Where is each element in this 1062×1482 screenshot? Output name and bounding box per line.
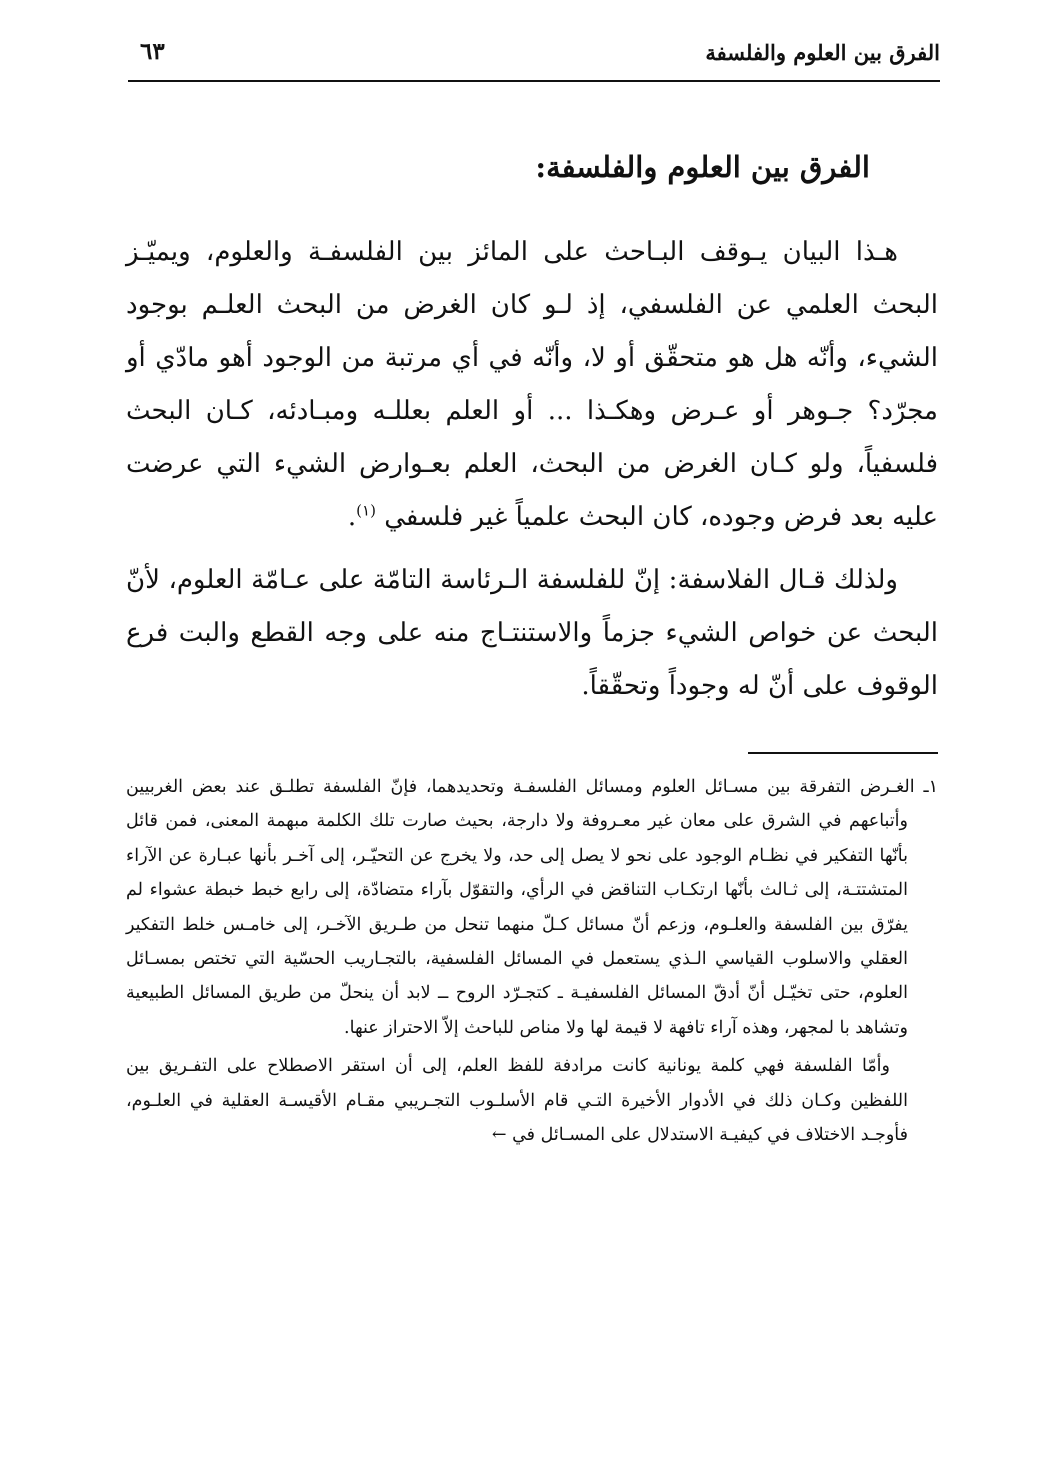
paragraph-1-end: . (347, 502, 357, 532)
paragraph-2: ولذلك قـال الفلاسفة: إنّ للفلسفة الـرئاسة التامّة على عـامّة العلوم، لأنّ البحث عن خواص الشيء جزماً والاستنتـاج منه على وجه القطع والبت فرع الوقوف على أنّ له وجوداً وتحقّقاً. (126, 565, 938, 701)
footnote-1-continuation: وأمّا الفلسفة فهي كلمة يونانية كانت مرادفة للفظ العلم، إلى أن استقر الاصطلاح على التفـريق بين اللفظين وكـان ذلك في الأدوار الأخيرة التـي قام الأسلـوب التجـريبي مقـام الأقيسـة العقلية في العلـوم، فأوجـد الاختلاف في كيفيـة الاستدلال على المسـائل في ← (126, 1056, 908, 1146)
footnote-reference[interactable]: (١) (356, 501, 376, 520)
paragraph-1-text: هـذا البيان يـوقف البـاحث على المائز بين الفلسفـة والعلوم، ويميّـز البحث العلمي عن الفلسفي، إذ لـو كان الغرض من البحث العلـم بوجود الشيء، وأنّه هل هو متحقّق أو لا، وأنّه في أي مرتبة من الوجود أهو مادّي أو مجرّد؟ جـوهر أو عـرض وهكـذا ... أو العلم بعللـه ومبـادئه، كـان البحث فلسفياً، ولو كـان الغرض من البحث، العلم بعـوارض الشيء التي عرضت عليه بعد فرض وجوده، كان البحث علمياً غير فلسفي (126, 237, 938, 532)
footnote-1: ١ـ الغـرض التفرقة بين مسـائل العلوم ومسائل الفلسفـة وتحديدهما، فإنّ الفلسفة تطلـق عند بعض الغربيين وأتباعهم في الشرق على معان غير معـروفة ولا دارجة، بحيث صارت تلك الكلمة مبهمة المعنى، فمن قائل بأنّها التفكير في نظـام الوجود على نحو لا يصل إلى حد، ولا يخرج عن التحيّـر، إلى آخـر بأنها عبـارة عن الآراء المتشتتـة، إلى ثـالث بأنّها ارتكـاب التناقض في الرأي، والتقوّل بآراء متضادّة، إلى رابع خبط خبطة عشواء لم يفرّق بين الفلسفة والعلـوم، وزعم أنّ مسائل كـلّ منهما تنحل من طـريق الآخـر، إلى خامـس خلط التفكير العقلي والاسلوب القياسي الـذي يستعمل في المسائل الفلسفية، بالتجـاريب الحسّية التي تختص بمسـائل العلوم، حتى تخيّـل أنّ أدقّ المسائل الفلسفيـة ـ كتجـرّد الروح ــ لابد أن ينحلّ من طريق المسائل الطبيعية وتشاهد با لمجهر، وهذه آراء تافهة لا قيمة لها ولا مناص للباحث إلاّ الاحتراز عنها. (126, 777, 938, 1038)
footnote-separator (748, 752, 938, 754)
paragraph-1 (126, 226, 938, 544)
section-heading: الفرق بين العلوم والفلسفة: (535, 150, 870, 184)
main-text (126, 226, 938, 713)
footnotes (126, 770, 938, 1152)
page-number: ٦٣ (140, 38, 165, 65)
running-title: الفرق بين العلوم والفلسفة (705, 40, 940, 65)
running-header (128, 34, 940, 82)
